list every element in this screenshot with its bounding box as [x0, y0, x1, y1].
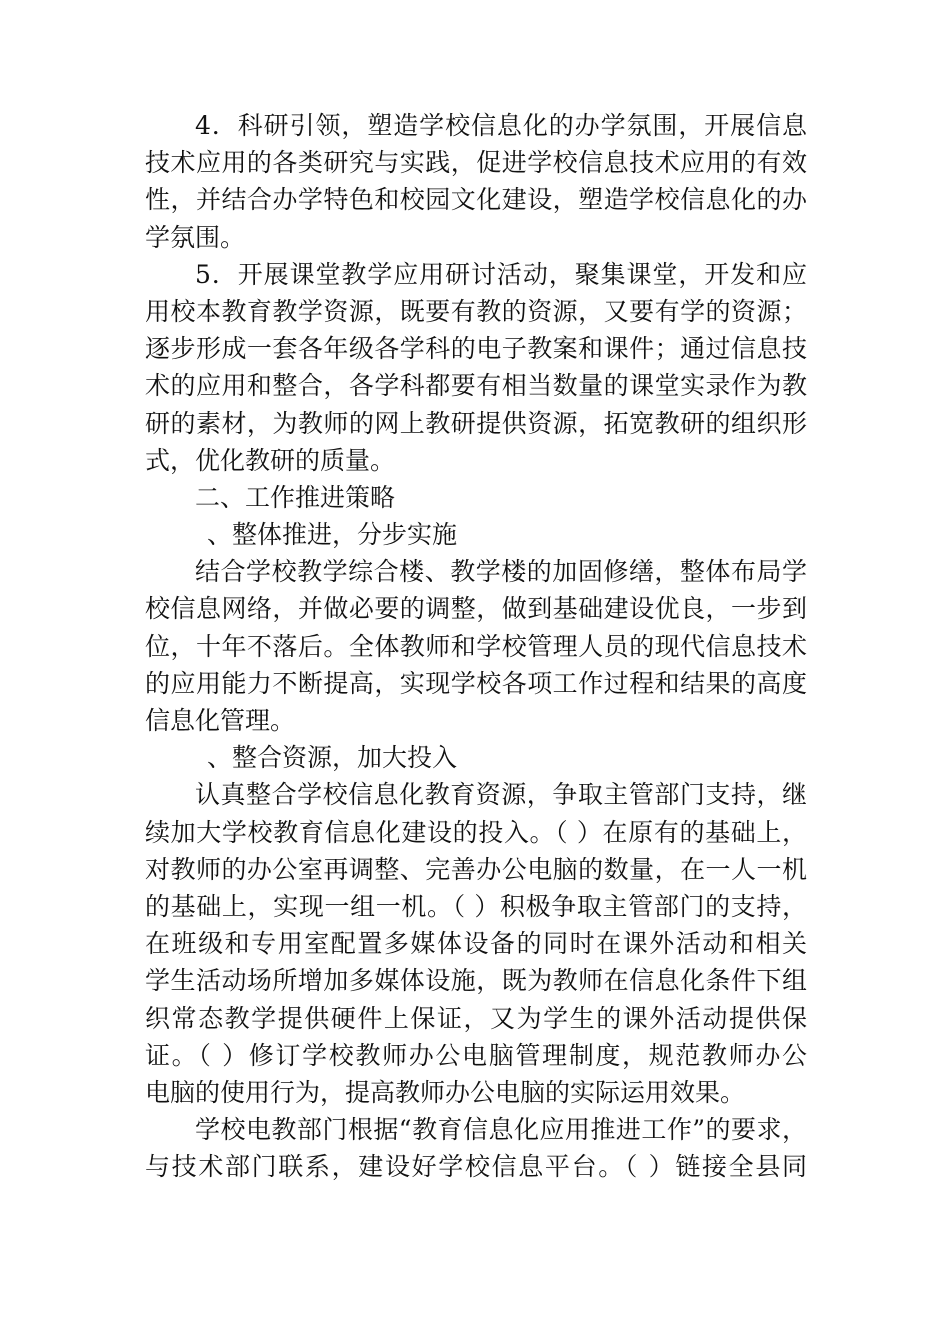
paragraph-b-line-5: 在班级和专用室配置多媒体设备的同时在课外活动和相关	[145, 929, 807, 959]
paragraph-b-line-3: 对教师的办公室再调整、完善办公电脑的数量，在一人一机	[145, 854, 807, 884]
paragraph-b-line-6: 学生活动场所增加多媒体设施，既为教师在信息化条件下组	[145, 966, 807, 996]
paragraph-a-line-1: 结合学校教学综合楼、教学楼的加固修缮，整体布局学	[195, 557, 807, 587]
paragraph-b-line-1: 认真整合学校信息化教育资源，争取主管部门支持，继	[195, 780, 807, 810]
paragraph-4-line-3: 性，并结合办学特色和校园文化建设，塑造学校信息化的办	[145, 185, 807, 215]
paragraph-c-line-1: 学校电教部门根据“教育信息化应用推进工作”的要求，	[195, 1115, 807, 1145]
paragraph-a-line-5: 信息化管理。	[145, 706, 296, 735]
paragraph-a-line-3: 位，十年不落后。全体教师和学校管理人员的现代信息技术	[145, 631, 807, 661]
paragraph-4-line-1: 4．科研引领，塑造学校信息化的办学氛围，开展信息	[195, 111, 807, 140]
document-body	[145, 107, 807, 1185]
paragraph-c-line-2: 与技术部门联系，建设好学校信息平台。（ ）链接全县同	[145, 1152, 807, 1182]
section-heading: 二、工作推进策略	[195, 482, 396, 512]
paragraph-a-line-4: 的应用能力不断提高，实现学校各项工作过程和结果的高度	[145, 668, 807, 698]
paragraph-5-line-3: 逐步形成一套各年级各学科的电子教案和课件；通过信息技	[145, 334, 807, 364]
paragraph-4-line-2: 技术应用的各类研究与实践，促进学校信息技术应用的有效	[145, 148, 807, 178]
paragraph-b-line-4: 的基础上，实现一组一机。（ ）积极争取主管部门的支持，	[145, 891, 807, 921]
paragraph-b-line-2: 续加大学校教育信息化建设的投入。（ ）在原有的基础上，	[145, 817, 807, 847]
paragraph-5-line-6: 式，优化教研的质量。	[145, 445, 396, 475]
paragraph-5-line-1: 5．开展课堂教学应用研讨活动，聚集课堂，开发和应	[195, 259, 807, 289]
paragraph-4-line-4: 学氛围。	[145, 222, 246, 252]
paragraph-5-line-2: 用校本教育教学资源，既要有教的资源，又要有学的资源；	[145, 296, 807, 326]
paragraph-a-line-2: 校信息网络，并做必要的调整，做到基础建设优良，一步到	[145, 594, 807, 624]
paragraph-b-line-7: 织常态教学提供硬件上保证，又为学生的课外活动提供保	[145, 1003, 807, 1033]
paragraph-5-line-4: 术的应用和整合，各学科都要有相当数量的课堂实录作为教	[145, 371, 807, 401]
subheading-2: 、整合资源，加大投入	[207, 743, 458, 773]
paragraph-b-line-9: 电脑的使用行为，提高教师办公电脑的实际运用效果。	[145, 1077, 746, 1107]
paragraph-5-line-5: 研的素材，为教师的网上教研提供资源，拓宽教研的组织形	[145, 408, 807, 438]
paragraph-b-line-8: 证。（ ）修订学校教师办公电脑管理制度，规范教师办公	[145, 1040, 807, 1070]
subheading-1: 、整体推进，分步实施	[207, 520, 458, 550]
